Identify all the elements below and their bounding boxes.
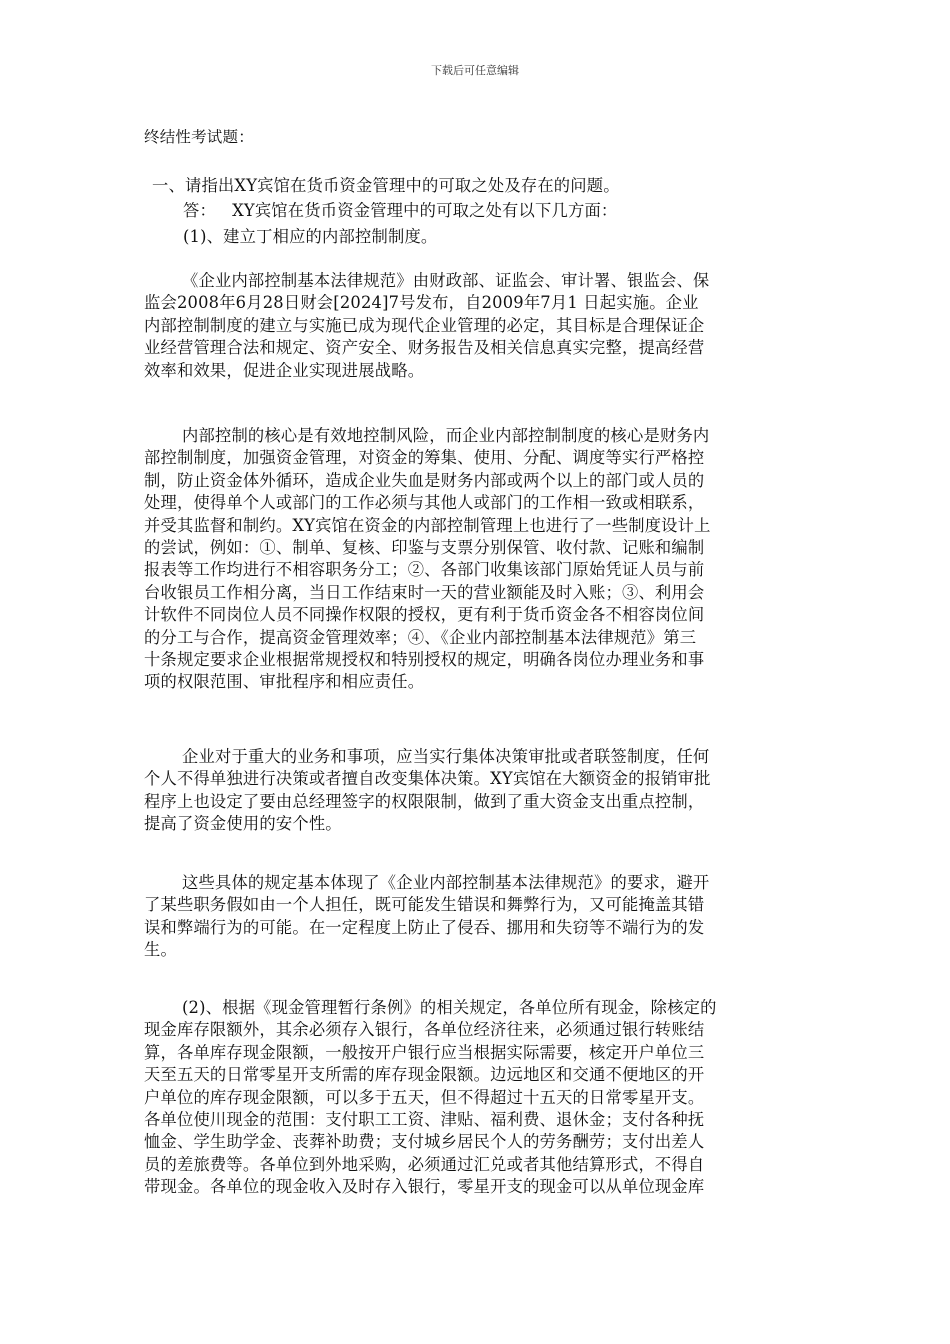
- paragraph-line: 监会2008年6月28日财会[2024]7号发布，自2009年7月1 日起实施。企业: [144, 293, 699, 313]
- paragraph-line: 计软件不同岗位人员不同操作权限的授权，更有利于货币资金各不相容岗位间: [144, 605, 705, 625]
- paragraph-line: 了某些职务假如由一个人担任，既可能发生错误和舞弊行为，又可能掩盖其错: [144, 895, 705, 915]
- paragraph-line: 台收银员工作相分离，当日工作结束时一天的营业额能及时入账；③、利用会: [144, 582, 705, 602]
- paragraph-3: [144, 746, 808, 836]
- paragraph-line: 效率和效果，促进企业实现进展战略。: [144, 360, 425, 380]
- paragraph-line: 制，防止资金体外循环，造成企业失血是财务内部或两个以上的部门或人员的: [144, 470, 705, 490]
- paragraph-line: 恤金、学生助学金、丧葬补助费；支付城乡居民个人的劳务酬劳；支付出差人: [144, 1132, 705, 1152]
- paragraph-line: 各单位使川现金的范围：支付职工工资、津贴、福利费、退休金；支付各种抚: [144, 1110, 705, 1130]
- page-header-note: 下载后可任意编辑: [431, 64, 519, 77]
- paragraph-line: (2)、根据《现金管理暂行条例》的相关规定，各单位所有现金，除核定的: [182, 998, 717, 1017]
- point1-title: (1)、建立丁相应的内部控制制度。: [183, 227, 438, 246]
- paragraph-line: 十条规定要求企业根据常规授权和特别授权的规定，明确各岗位办理业务和事: [144, 650, 705, 670]
- paragraph-line: 这些具体的规定基本体现了《企业内部控制基本法律规范》的要求，避开: [182, 873, 710, 892]
- paragraph-line: 处理，使得单个人或部门的工作必须与其他人或部门的工作相一致或相联系，: [144, 493, 705, 513]
- paragraph-line: 程序上也设定了要由总经理签字的权限限制，做到了重大资金支出重点控制，: [144, 791, 705, 811]
- answer-intro: 答： XY宾馆在货币资金管理中的可取之处有以下几方面：: [183, 201, 618, 220]
- paragraph-line: 员的差旅费等。各单位到外地采购，必须通过汇兑或者其他结算形式，不得自: [144, 1154, 705, 1174]
- paragraph-line: 的尝试，例如：①、制单、复核、印鉴与支票分别保管、收付款、记账和编制: [144, 538, 705, 558]
- paragraph-line: 提高了资金使用的安个性。: [144, 814, 342, 834]
- paragraph-line: 现金库存限额外，其余必须存入银行，各单位经济往来，必须通过银行转账结: [144, 1020, 705, 1040]
- paragraph-line: 并受其监督和制约。XY宾馆在资金的内部控制管理上也进行了一些制度设计上: [144, 515, 711, 535]
- paragraph-line: 项的权限范围、审批程序和相应责任。: [144, 672, 425, 692]
- exam-title: 终结性考试题：: [144, 128, 254, 146]
- paragraph-line: 内部控制的核心是有效地控制风险，而企业内部控制制度的核心是财务内: [182, 426, 710, 445]
- paragraph-line: 算，各单库存现金限额，一般按开户银行应当根据实际需要，核定开户单位三: [144, 1042, 705, 1062]
- paragraph-line: 《企业内部控制基本法律规范》由财政部、证监会、审计署、银监会、保: [182, 271, 710, 290]
- paragraph-line: 带现金。各单位的现金收入及时存入银行，零星开支的现金可以从单位现金库: [144, 1177, 705, 1197]
- paragraph-line: 报表等工作均进行不相容职务分工；②、各部门收集该部门原始凭证人员与前: [144, 560, 705, 580]
- paragraph-line: 生。: [144, 940, 177, 960]
- question-heading: 一、请指出XY宾馆在货币资金管理中的可取之处及存在的问题。: [152, 176, 620, 195]
- paragraph-line: 天至五天的日常零星开支所需的库存现金限额。边远地区和交通不便地区的开: [144, 1065, 705, 1085]
- paragraph-line: 部控制制度，加强资金管理，对资金的筹集、使用、分配、调度等实行严格控: [144, 448, 705, 468]
- paragraph-4: [144, 872, 808, 962]
- paragraph-line: 个人不得单独进行决策或者擅自改变集体决策。XY宾馆在大额资金的报销审批: [144, 769, 711, 789]
- paragraph-line: 户单位的库存现金限额，可以多于五天，但不得超过十五天的日常零星开支。: [144, 1087, 705, 1107]
- paragraph-5: [144, 997, 808, 1199]
- paragraph-line: 企业对于重大的业务和事项，应当实行集体决策审批或者联签制度，任何: [182, 747, 710, 766]
- paragraph-line: 误和弊端行为的可能。在一定程度上防止了侵吞、挪用和失窃等不端行为的发: [144, 917, 705, 937]
- paragraph-line: 的分工与合作，提高资金管理效率；④、《企业内部控制基本法律规范》第三: [144, 627, 697, 647]
- paragraph-1: [144, 270, 808, 382]
- paragraph-2: [144, 425, 808, 694]
- paragraph-line: 业经营管理合法和规定、资产安全、财务报告及相关信息真实完整，提高经营: [144, 338, 705, 358]
- paragraph-line: 内部控制制度的建立与实施已成为现代企业管理的必定，其目标是合理保证企: [144, 315, 705, 335]
